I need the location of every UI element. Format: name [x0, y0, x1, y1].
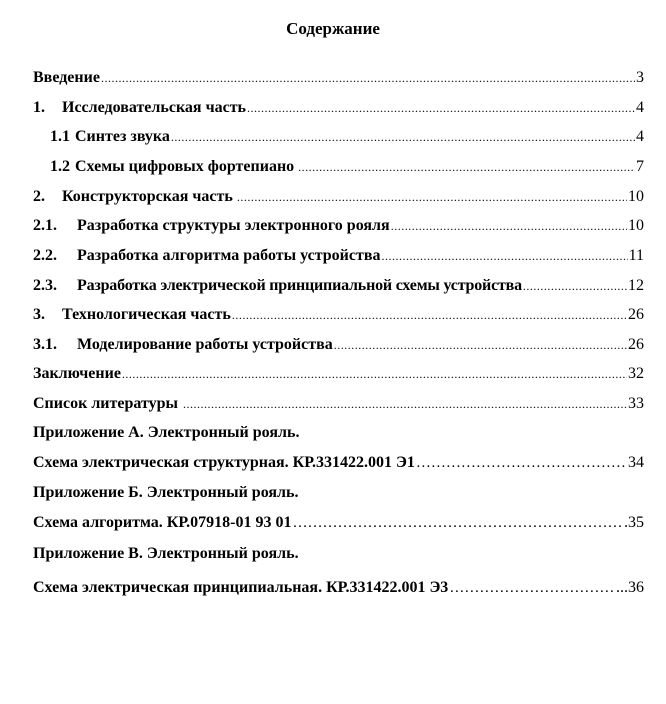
- toc-entry-number: 2.3.: [33, 277, 57, 294]
- toc-entry-title: Моделирование работы устройства: [77, 336, 333, 353]
- toc-entry-title: Разработка алгоритма работы устройства: [77, 247, 381, 264]
- toc-entry-label: Заключение: [33, 365, 121, 382]
- toc-entry-number: 1.2: [50, 158, 70, 175]
- toc-entry-label: [33, 214, 390, 238]
- toc-entry-appendix-b[interactable]: [33, 511, 644, 535]
- toc-page-number: 11: [628, 247, 644, 264]
- dot-leader: [449, 576, 615, 600]
- dot-leader: [293, 511, 624, 535]
- toc-entry-label: [33, 244, 380, 268]
- toc-entry-label: [33, 274, 522, 298]
- toc-entry-number: 1.: [33, 99, 45, 116]
- toc-entry-title: Технологическая часть: [62, 306, 231, 323]
- toc-page-number: ...36: [616, 579, 644, 596]
- toc-page-number: 32: [628, 365, 644, 382]
- toc-page-number: 10: [628, 217, 644, 234]
- toc-entry-label: [33, 303, 231, 327]
- toc-entry-introduction[interactable]: [33, 66, 644, 90]
- toc-entry-number: 2.2.: [33, 247, 57, 264]
- toc-entry-device-modeling[interactable]: [33, 333, 644, 357]
- toc-entry-label: Список литературы: [33, 395, 178, 412]
- toc-entry-digital-piano-schemes[interactable]: [50, 155, 644, 179]
- toc-entry-label: [33, 333, 333, 357]
- dot-leader: [183, 392, 627, 416]
- toc-entry-number: 3.1.: [33, 336, 57, 353]
- toc-entry-label: Схема электрическая структурная. КР.331422.001 Э1: [33, 454, 415, 471]
- toc-entry-structure-development[interactable]: [33, 214, 644, 238]
- toc-entry-number: 3.: [33, 306, 45, 323]
- toc-entry-label: Введение: [33, 69, 100, 86]
- toc-entry-label: [50, 155, 294, 179]
- dot-leader: [391, 214, 627, 238]
- toc-entry-title: Разработка электрической принципиальной схемы устройства: [77, 277, 522, 294]
- dot-leader: [101, 66, 635, 90]
- toc-entry-title: Схемы цифровых фортепиано: [75, 158, 295, 175]
- toc-entry-title: Синтез звука: [75, 128, 170, 145]
- toc-page-number: 26: [628, 306, 644, 323]
- dot-leader: [237, 185, 627, 209]
- appendix-b-heading: Приложение Б. Электронный рояль.: [33, 484, 299, 501]
- page-title: Содержание: [286, 19, 380, 38]
- toc-entry-title: Конструкторская часть: [62, 188, 233, 205]
- dot-leader: [247, 96, 635, 120]
- toc-page-number: 4: [636, 99, 644, 116]
- dot-leader: [416, 451, 627, 475]
- toc-entry-appendix-v[interactable]: [33, 576, 644, 600]
- dot-leader: [298, 155, 635, 179]
- toc-entry-design-part[interactable]: [33, 185, 644, 209]
- toc-entry-label: [33, 185, 233, 209]
- dot-leader: [334, 333, 627, 357]
- appendix-a-heading: Приложение А. Электронный рояль.: [33, 424, 300, 441]
- toc-entry-title: Исследовательская часть: [62, 99, 247, 116]
- dot-leader: [171, 125, 635, 149]
- dot-leader: [232, 303, 627, 327]
- dot-leader: [122, 362, 627, 386]
- toc-entry-label: [50, 125, 170, 149]
- toc-page-number: 26: [628, 336, 644, 353]
- toc-entry-sound-synthesis[interactable]: [50, 125, 644, 149]
- toc-entry-appendix-a[interactable]: [33, 451, 644, 475]
- toc-page-number: 10: [628, 188, 644, 205]
- toc-entry-circuit-development[interactable]: [33, 274, 644, 298]
- toc-page-number: 3: [636, 69, 644, 86]
- dot-leader: [381, 244, 627, 268]
- toc-page-number: 12: [628, 277, 644, 294]
- toc-page-number: 4: [636, 128, 644, 145]
- toc-page-number: 33: [628, 395, 644, 412]
- toc-entry-number: 2.1.: [33, 217, 57, 234]
- toc-page-number: 7: [636, 158, 644, 175]
- toc-entry-conclusion[interactable]: [33, 362, 644, 386]
- toc-entry-number: 1.1: [50, 128, 70, 145]
- appendix-v-heading: Приложение В. Электронный рояль.: [33, 545, 299, 562]
- toc-page-number: 34: [628, 454, 644, 471]
- toc-entry-technology-part[interactable]: [33, 303, 644, 327]
- toc-entry-references[interactable]: [33, 392, 644, 416]
- toc-entry-label: Схема алгоритма. КР.07918-01 93 01: [33, 514, 292, 531]
- toc-entry-algorithm-development[interactable]: [33, 244, 644, 268]
- dot-leader: [523, 274, 627, 298]
- toc-entry-label: [33, 96, 246, 120]
- toc-entry-number: 2.: [33, 188, 45, 205]
- toc-page-number: .35: [624, 514, 644, 531]
- toc-entry-label: Схема электрическая принципиальная. КР.331422.001 Э3: [33, 579, 449, 596]
- toc-entry-research-part[interactable]: [33, 96, 644, 120]
- toc-entry-title: Разработка структуры электронного рояля: [77, 217, 390, 234]
